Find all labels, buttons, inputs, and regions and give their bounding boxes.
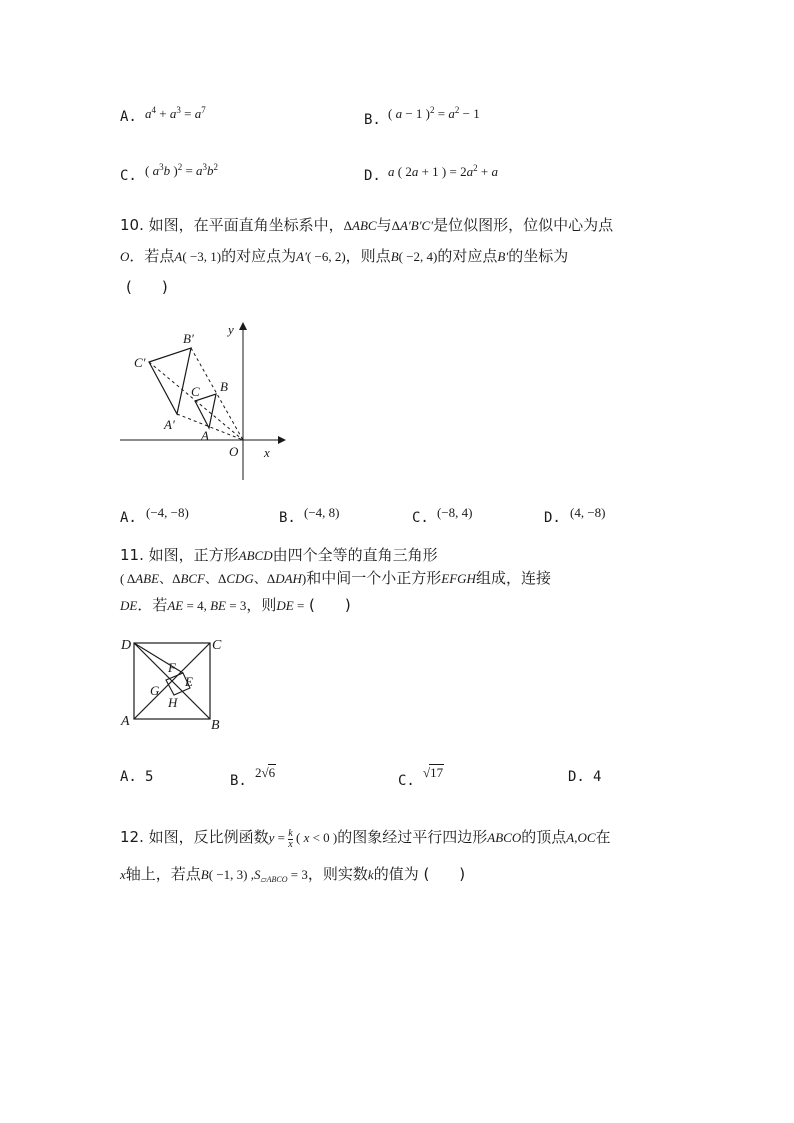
q10-option-b-label: B. [279,510,296,526]
q9-option-a-expr: $a^4 + a^3 = a^7$ [145,105,206,121]
q9-option-c-expr: ( $a^3b$ )$^2 = a^3b^2$ [145,162,219,178]
q9-option-b-expr: ( a − 1 )$^2 = a^2 - 1$ [388,105,480,121]
q11-option-b-value: 2√6 [255,765,276,780]
label-h: H [168,695,178,710]
q11-option-c-label: C. [398,773,415,789]
label-f: F [168,660,176,675]
q11-stem-line1: 11. 如图，正方形ABCD由四个全等的直角三角形 [120,546,438,564]
q12-stem-line1: 12. 如图，反比例函数$y = \frac{k}{x}$ ( x < 0 )的图象经过平行四边形ABCO的顶点A,OC在 [120,827,611,850]
q11-stem-line2: ( ΔABE、ΔBCF、ΔCDG、ΔDAH)和中间一个小正方形EFGH组成，连接 [120,569,551,587]
q11-figure [112,632,236,734]
label-c: C [212,638,222,653]
label-a: A [201,428,209,443]
q9-option-d-label: D. [364,168,381,184]
q11-option-a-value: 5 [145,769,154,785]
label-c-prime: C′ [134,355,146,370]
q10-option-d-value: (4, −8) [570,505,606,520]
q11-option-d-label: D. [568,769,585,785]
q10-option-a-value: (−4, −8) [146,505,189,520]
q10-option-c-value: (−8, 4) [437,505,473,520]
q9-option-a-label: A. [120,109,137,125]
q10-option-b-value: (−4, 8) [304,505,340,520]
label-b: B [220,379,228,394]
y-axis-arrow-icon [239,322,247,330]
label-a-prime: A′ [164,417,175,432]
label-o: O [229,444,239,459]
q10-answer-blank: ( ) [126,278,168,296]
q10-option-a-label: A. [120,510,137,526]
label-c: C [191,384,200,399]
q11-option-a-label: A. [120,769,137,785]
ray-a-prime-o [177,414,243,440]
label-g: G [150,683,160,698]
label-d: D [121,638,132,653]
q10-stem-line2: O．若点A( −3, 1)的对应点为A′( −6, 2)，则点B( −2, 4)的对应点B′的坐标为 [120,247,569,265]
q9-option-b-label: B. [364,112,381,128]
q9-option-d-expr: a ( 2a + 1 ) = $2a^2 + a$ [388,163,498,179]
q10-figure [110,312,290,487]
triangle-abc [195,394,216,428]
label-a: A [121,714,130,729]
label-e: E [185,674,193,689]
label-b: B [211,718,220,733]
x-axis-arrow-icon [278,436,286,444]
label-b-prime: B′ [183,331,194,346]
label-x: x [264,445,270,460]
label-y: y [228,322,234,337]
q11-option-d-value: 4 [593,769,602,785]
q10-stem-line1: 10. 如图，在平面直角坐标系中，ΔABC与ΔA′B′C′是位似图形，位似中心为点 [120,216,614,234]
q11-option-c-value: √17 [423,765,444,780]
q10-option-d-label: D. [544,510,561,526]
q9-option-c-label: C. [120,168,137,184]
q12-stem-line2: x轴上，若点B( −1, 3) $,S_{▱ABCO} = 3$，则实数k的值为 ( ) [120,865,466,884]
q11-option-b-label: B. [230,773,247,789]
q10-option-c-label: C. [412,510,429,526]
q11-stem-line3: DE．若AE = 4, BE = 3，则DE = ( ) [120,596,351,614]
triangle-a-prime-b-prime-c-prime [149,348,191,414]
